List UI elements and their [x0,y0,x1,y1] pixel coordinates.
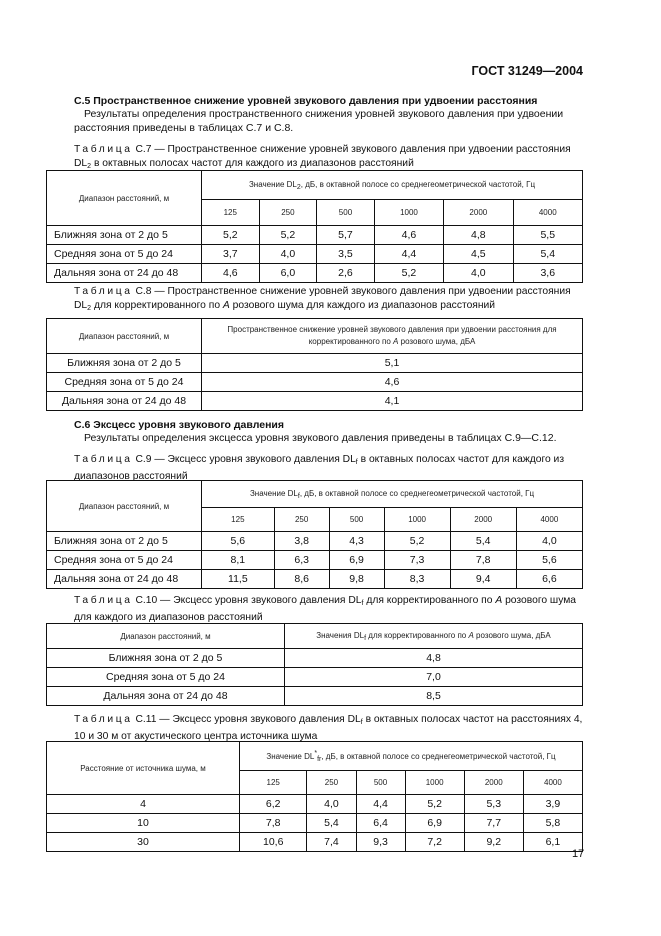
cell: 3,7 [202,245,260,264]
freq-header: 500 [317,200,375,226]
cell: 5,2 [384,532,450,551]
col-header-range: Диапазон расстояний, м [47,481,202,532]
caption-text: С.9 — Эксцесс уровня звукового давления DL [132,454,356,465]
freq-header: 125 [202,508,275,532]
cell: 7,7 [464,814,523,833]
row-label: Средняя зона от 5 до 24 [47,245,202,264]
table-label: Таблица [74,454,133,465]
caption-text: розового шума для каждого из диапазонов расстояний [229,299,496,311]
row-label: 4 [47,795,240,814]
cell: 4,4 [374,245,443,264]
cell: 6,9 [405,814,464,833]
row-label: Ближняя зона от 2 до 5 [47,649,285,668]
row-label: Средняя зона от 5 до 24 [47,668,285,687]
caption-text: розового шума для каждого из диапазонов расстояний [74,595,577,623]
table-caption-c11 [74,713,586,743]
cell: 9,4 [450,570,516,589]
table-row [47,649,583,668]
section-body-c6: Результаты определения эксцесса уровня звукового давления приведены в таблицах С.9—С.12. [84,432,557,444]
row-label: 10 [47,814,240,833]
table-label: Таблица [74,144,133,155]
table-row [47,392,583,411]
freq-header: 1000 [374,200,443,226]
cell: 5,1 [202,354,583,373]
caption-text: в октавных полосах частот для каждого из диапазонов расстояний [74,454,565,482]
cell: 8,3 [384,570,450,589]
freq-header: 125 [202,200,260,226]
freq-header: 2000 [464,771,523,795]
freq-header: 1000 [405,771,464,795]
table-row [47,245,583,264]
caption-text: С.8 — Пространственное снижение уровней звукового давления при удвоении расстояния DL [74,286,571,311]
table-c9 [46,480,583,589]
freq-header: 250 [307,771,356,795]
table-row [47,668,583,687]
freq-header: 500 [356,771,405,795]
cell: 6,6 [516,570,582,589]
table-caption-c10 [74,594,586,624]
freq-header: 125 [240,771,307,795]
cell: 6,9 [329,551,384,570]
row-label: Дальняя зона от 24 до 48 [47,570,202,589]
caption-text: в октавных полосах частот для каждого из диапазонов расстояний [91,157,414,169]
cell: 4,0 [259,245,317,264]
caption-subscript: 2 [87,304,92,312]
table-c10 [46,623,583,706]
cell: 5,8 [523,814,582,833]
caption-italic: А [222,299,230,311]
section-title-c6: С.6 Эксцесс уровня звукового давления [74,419,284,431]
row-label: Ближняя зона от 2 до 5 [47,532,202,551]
freq-header: 2000 [444,200,513,226]
table-label: Таблица [74,714,133,725]
table-caption-c8 [74,285,586,315]
cell: 5,4 [513,245,583,264]
table-row [47,570,583,589]
freq-header: 250 [259,200,317,226]
cell: 8,1 [202,551,275,570]
table-c11 [46,741,583,852]
caption-text: для корректированного по [363,595,496,606]
cell: 2,6 [317,264,375,283]
table-row [47,264,583,283]
cell: 5,3 [464,795,523,814]
col-header-group: Значение $DL^*_{fr}$, дБ, в октавной полосе со среднегеометрической частотой, Гц [240,742,583,771]
cell: 7,0 [285,668,583,687]
section-title-c5: С.5 Пространственное снижение уровней звукового давления при удвоении расстояния [74,95,538,107]
caption-subscript: 2 [87,162,92,170]
cell: 6,4 [356,814,405,833]
section-c5 [74,95,586,135]
cell: 5,2 [259,226,317,245]
freq-header: 500 [329,508,384,532]
cell: 9,2 [464,833,523,852]
table-row [47,833,583,852]
caption-subscript: f [355,459,358,466]
cell: 8,5 [285,687,583,706]
caption-text: С.7 — Пространственное снижение уровней звукового давления при удвоении расстояния DL [74,144,571,169]
cell: 11,5 [202,570,275,589]
cell: 3,6 [513,264,583,283]
cell: 5,2 [405,795,464,814]
table-label: Таблица [74,595,133,606]
cell: 4,6 [202,373,583,392]
cell: 7,4 [307,833,356,852]
table-c8 [46,318,583,411]
freq-header: 4000 [523,771,582,795]
cell: 5,6 [516,551,582,570]
caption-subscript: f [360,719,363,726]
table-row [47,354,583,373]
table-label: Таблица [74,286,133,297]
cell: 5,4 [450,532,516,551]
cell: 3,8 [274,532,329,551]
col-header-value: Значения $DL_f$ для корректированного по А розового шума, дБА [285,624,583,649]
table-caption-c7 [74,143,586,173]
cell: 8,6 [274,570,329,589]
cell: 3,9 [523,795,582,814]
cell: 4,1 [202,392,583,411]
cell: 4,6 [374,226,443,245]
cell: 4,6 [202,264,260,283]
cell: 7,8 [240,814,307,833]
cell: 5,7 [317,226,375,245]
table-row [47,373,583,392]
page-number: 17 [572,848,585,860]
cell: 5,6 [202,532,275,551]
cell: 7,2 [405,833,464,852]
cell: 5,4 [307,814,356,833]
cell: 4,5 [444,245,513,264]
caption-subscript: f [361,600,364,607]
cell: 10,6 [240,833,307,852]
col-header-range: Диапазон расстояний, м [47,624,285,649]
caption-italic: А [495,595,503,606]
cell: 6,3 [274,551,329,570]
col-header-group: Значение $DL_f$, дБ, в октавной полосе со среднегеометрической частотой, Гц [202,481,583,508]
row-label: Дальняя зона от 24 до 48 [47,264,202,283]
row-label: Дальняя зона от 24 до 48 [47,392,202,411]
standard-number: ГОСТ 31249—2004 [471,64,583,78]
section-c6 [74,419,586,445]
col-header-range: Диапазон расстояний, м [47,319,202,354]
freq-header: 2000 [450,508,516,532]
cell: 4,8 [444,226,513,245]
table-row [47,795,583,814]
row-label: 30 [47,833,240,852]
cell: 4,4 [356,795,405,814]
cell: 9,8 [329,570,384,589]
row-label: Дальняя зона от 24 до 48 [47,687,285,706]
caption-text: С.10 — Эксцесс уровня звукового давления DL [132,595,362,606]
table-row [47,687,583,706]
caption-text: в октавных полосах частот на расстояниях 4, 10 и 30 м от акустического центра источника шума [74,714,583,742]
row-label: Средняя зона от 5 до 24 [47,373,202,392]
table-row [47,814,583,833]
freq-header: 4000 [516,508,582,532]
cell: 5,5 [513,226,583,245]
cell: 6,1 [523,833,582,852]
section-body-c5: Результаты определения пространственного снижения уровней звукового давления при удвоении расстояния приведены в таблицах С.7 и С.8. [74,108,564,134]
freq-header: 1000 [384,508,450,532]
table-row [47,226,583,245]
table-row [47,551,583,570]
cell: 9,3 [356,833,405,852]
row-label: Ближняя зона от 2 до 5 [47,354,202,373]
cell: 4,0 [444,264,513,283]
table-c7 [46,170,583,283]
col-header-range: Диапазон расстояний, м [47,171,202,226]
table-row [47,532,583,551]
cell: 5,2 [202,226,260,245]
cell: 3,5 [317,245,375,264]
cell: 7,3 [384,551,450,570]
col-header-group: Значение $DL_2$, дБ, в октавной полосе со среднегеометрической частотой, Гц [202,171,583,200]
caption-text: С.11 — Эксцесс уровня звукового давления DL [132,714,361,725]
cell: 7,8 [450,551,516,570]
row-label: Ближняя зона от 2 до 5 [47,226,202,245]
col-header-distance: Расстояние от источника шума, м [47,742,240,795]
cell: 4,0 [516,532,582,551]
freq-header: 4000 [513,200,583,226]
cell: 6,0 [259,264,317,283]
cell: 4,8 [285,649,583,668]
caption-text: для корректированного по [91,299,223,311]
table-caption-c9 [74,453,586,483]
cell: 5,2 [374,264,443,283]
row-label: Средняя зона от 5 до 24 [47,551,202,570]
cell: 6,2 [240,795,307,814]
freq-header: 250 [274,508,329,532]
cell: 4,0 [307,795,356,814]
cell: 4,3 [329,532,384,551]
col-header-value: Пространственное снижение уровней звукового давления при удвоении расстояния для корректированного по А розового шума, дБА [202,319,583,354]
